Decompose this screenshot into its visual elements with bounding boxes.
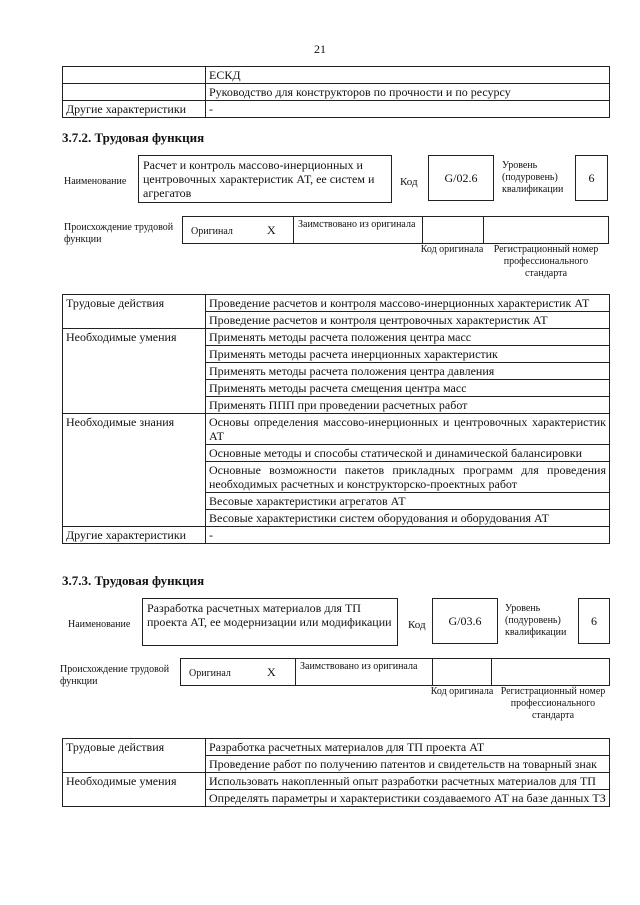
table-cell: Определять параметры и характеристики создаваемого АТ на базе данных ТЗ <box>206 790 610 807</box>
level-label: Уровень (подуровень) квалификации <box>502 160 564 195</box>
table-cell: Основы определения массово-инерционных и центровочных характеристик АТ <box>206 414 610 445</box>
function-details-table <box>62 294 610 544</box>
continuation-table <box>62 66 610 118</box>
original-mark: X <box>267 665 276 679</box>
code-original-box <box>432 658 492 686</box>
original-mark: X <box>267 223 276 237</box>
table-cell: Применять методы расчета смещения центра масс <box>206 380 610 397</box>
table-cell: - <box>206 527 610 544</box>
reg-number-caption: Регистрационный номер профессионального стандарта <box>500 686 606 721</box>
section-heading: 3.7.3. Трудовая функция <box>62 573 205 588</box>
borrowed-box: Заимствовано из оригинала <box>295 658 433 686</box>
table-cell: Разработка расчетных материалов для ТП проекта АТ <box>206 739 610 756</box>
origin-label: Происхождение трудовой функции <box>64 222 174 245</box>
table-cell: Руководство для конструкторов по прочности и по ресурсу <box>206 84 610 101</box>
origin-label: Происхождение трудовой функции <box>60 664 170 687</box>
group-label: Необходимые знания <box>63 414 206 527</box>
table-cell: Применять методы расчета положения центра давления <box>206 363 610 380</box>
name-label: Наименование <box>68 619 131 630</box>
group-label: Другие характеристики <box>63 527 206 544</box>
table-cell: Проведение расчетов и контроля массово-инерционных характеристик АТ <box>206 295 610 312</box>
table-cell: Проведение работ по получению патентов и свидетельств на товарный знак <box>206 756 610 773</box>
table-cell: Весовые характеристики агрегатов АТ <box>206 493 610 510</box>
borrowed-box: Заимствовано из оригинала <box>293 216 423 244</box>
code-original-caption: Код оригинала <box>430 686 494 697</box>
original-box <box>182 216 294 244</box>
group-label: Трудовые действия <box>63 739 206 773</box>
table-cell: Применять ППП при проведении расчетных работ <box>206 397 610 414</box>
table-cell: - <box>206 101 610 118</box>
page-number: 21 <box>314 42 326 56</box>
code-original-box <box>422 216 484 244</box>
reg-number-box <box>491 658 610 686</box>
original-box <box>180 658 296 686</box>
function-code-box: G/03.6 <box>432 598 498 644</box>
table-cell: Применять методы расчета положения центра масс <box>206 329 610 346</box>
group-label: Трудовые действия <box>63 295 206 329</box>
reg-number-caption: Регистрационный номер профессионального стандарта <box>493 244 599 279</box>
table-cell: Проведение расчетов и контроля центровочных характеристик АТ <box>206 312 610 329</box>
code-label: Код <box>400 176 418 188</box>
table-cell: ЕСКД <box>206 67 610 84</box>
function-details-table <box>62 738 610 807</box>
original-label: Оригинал <box>189 668 231 679</box>
function-name-box: Расчет и контроль массово-инерционных и центровочных характеристик АТ, ее систем и агрегатов <box>138 155 392 203</box>
original-label: Оригинал <box>191 226 233 237</box>
level-label: Уровень (подуровень) квалификации <box>505 603 567 638</box>
table-row-label <box>63 67 206 84</box>
code-original-caption: Код оригинала <box>420 244 484 255</box>
level-value-box: 6 <box>578 598 610 644</box>
table-cell: Применять методы расчета инерционных характеристик <box>206 346 610 363</box>
table-row-label <box>63 84 206 101</box>
table-row-label: Другие характеристики <box>63 101 206 118</box>
table-cell: Основные возможности пакетов прикладных программ для проведения необходимых расчетных и конструкторско-проектных работ <box>206 462 610 493</box>
group-label: Необходимые умения <box>63 773 206 807</box>
function-name-box: Разработка расчетных материалов для ТП проекта АТ, ее модернизации или модификации <box>142 598 398 646</box>
section-heading: 3.7.2. Трудовая функция <box>62 130 205 145</box>
table-cell: Весовые характеристики систем оборудования и оборудования АТ <box>206 510 610 527</box>
level-value-box: 6 <box>575 155 608 201</box>
table-cell: Использовать накопленный опыт разработки расчетных материалов для ТП <box>206 773 610 790</box>
name-label: Наименование <box>64 176 127 187</box>
reg-number-box <box>483 216 609 244</box>
code-label: Код <box>408 619 426 631</box>
table-cell: Основные методы и способы статической и динамической балансировки <box>206 445 610 462</box>
function-code-box: G/02.6 <box>428 155 494 201</box>
group-label: Необходимые умения <box>63 329 206 414</box>
